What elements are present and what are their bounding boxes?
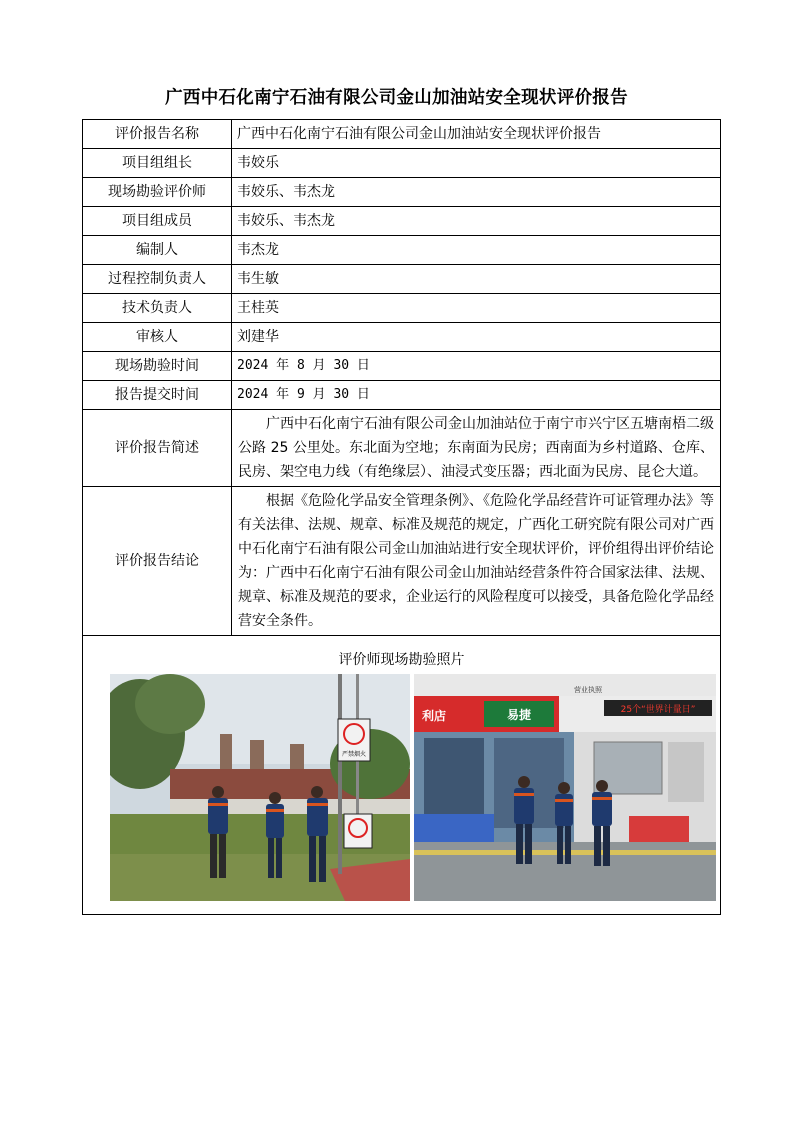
conclusion-text: 根据《危险化学品安全管理条例》、《危险化学品经营许可证管理办法》等有关法律、法规、规章、标准及规范的规定，广西化工研究院有限公司对广西中石化南宁石油有限公司金山加油站进行安全现状评价，评价组得出评价结论为：广西中石化南宁石油有限公司金山加油站经营条件符合国家法律、法规、规章、标准及规范的要求，企业运行的风险程度可以接受，具备危险化学品经营安全条件。 bbox=[232, 487, 721, 636]
row-value: 韦姣乐、韦杰龙 bbox=[232, 207, 721, 236]
table-row bbox=[83, 323, 721, 352]
row-label: 项目组组长 bbox=[83, 149, 232, 178]
row-label: 评价报告名称 bbox=[83, 120, 232, 149]
conclusion-row bbox=[83, 487, 721, 636]
outdoor-photo-image bbox=[110, 674, 410, 901]
row-value: 2024 年 8 月 30 日 bbox=[232, 352, 721, 381]
photos-row bbox=[83, 636, 721, 915]
row-value: 广西中石化南宁石油有限公司金山加油站安全现状评价报告 bbox=[232, 120, 721, 149]
row-value: 王桂英 bbox=[232, 294, 721, 323]
row-label: 编制人 bbox=[83, 236, 232, 265]
row-label: 审核人 bbox=[83, 323, 232, 352]
row-value: 韦姣乐、韦杰龙 bbox=[232, 178, 721, 207]
table-row bbox=[83, 352, 721, 381]
conclusion-label: 评价报告结论 bbox=[83, 487, 232, 636]
report-table bbox=[82, 119, 721, 915]
table-row bbox=[83, 207, 721, 236]
table-row bbox=[83, 381, 721, 410]
row-label: 项目组成员 bbox=[83, 207, 232, 236]
store-sign-text: 利店 bbox=[422, 709, 447, 724]
report-title: 广西中石化南宁石油有限公司金山加油站安全现状评价报告 bbox=[165, 88, 628, 108]
led-sign-text: 25个“世界计量日” bbox=[620, 705, 696, 716]
row-label: 现场勘验评价师 bbox=[83, 178, 232, 207]
photos-cell bbox=[83, 636, 721, 915]
table-row bbox=[83, 120, 721, 149]
no-fire-sign-text: 严禁烟火 bbox=[341, 751, 367, 759]
table-row bbox=[83, 149, 721, 178]
row-value: 韦生敏 bbox=[232, 265, 721, 294]
row-value: 韦姣乐 bbox=[232, 149, 721, 178]
photo-row bbox=[88, 674, 715, 904]
row-value: 2024 年 9 月 30 日 bbox=[232, 381, 721, 410]
summary-text: 广西中石化南宁石油有限公司金山加油站位于南宁市兴宁区五塘南梧二级公路 25 公里处。东北面为空地；东南面为民房；西南面为乡村道路、仓库、民房、架空电力线（有绝缘层）、油浸式变压器；西北面为民房、昆仑大道。 bbox=[232, 410, 721, 487]
station-photo-image bbox=[414, 674, 716, 901]
table-row bbox=[83, 236, 721, 265]
table-row bbox=[83, 178, 721, 207]
table-row bbox=[83, 265, 721, 294]
row-label: 过程控制负责人 bbox=[83, 265, 232, 294]
row-label: 技术负责人 bbox=[83, 294, 232, 323]
row-label: 现场勘验时间 bbox=[83, 352, 232, 381]
brand-sign-text: 易捷 bbox=[506, 708, 532, 723]
small-sign-text: 营业执照 bbox=[574, 686, 602, 695]
summary-label: 评价报告简述 bbox=[83, 410, 232, 487]
row-value: 刘建华 bbox=[232, 323, 721, 352]
summary-row bbox=[83, 410, 721, 487]
site-photo-outdoor bbox=[110, 674, 410, 901]
table-row bbox=[83, 294, 721, 323]
site-photo-station bbox=[414, 674, 716, 901]
row-label: 报告提交时间 bbox=[83, 381, 232, 410]
photos-caption: 评价师现场勘验照片 bbox=[338, 651, 465, 668]
row-value: 韦杰龙 bbox=[232, 236, 721, 265]
